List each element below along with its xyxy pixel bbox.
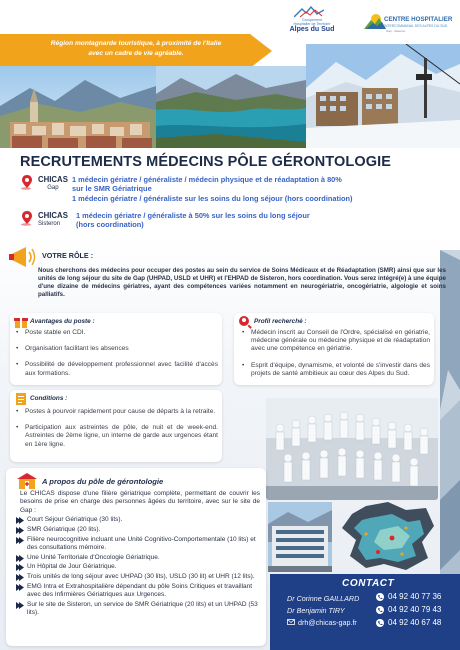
list-item-text: SMR Gériatrique (20 lits). [27, 525, 101, 533]
job-offer-sisteron [76, 212, 310, 229]
list-item [16, 563, 262, 571]
profil-heading: Profil recherché : [254, 318, 307, 325]
propos-list [16, 516, 262, 619]
job-site-gap [38, 176, 68, 192]
chicas-logo-name: CENTRE HOSPITALIER [384, 16, 453, 23]
conditions-list [16, 408, 218, 457]
photo-town [0, 66, 156, 148]
banner-line1: Région montagnarde touristique, à proximité de l'Italie [50, 40, 222, 47]
job-site-name: CHICAS [38, 211, 68, 220]
job-line: sur le SMR Gériatrique [72, 183, 152, 193]
list-item [16, 601, 262, 617]
job-line: 1 médecin gériatre / généraliste / médecin physique et de réadaptation à 80% [72, 175, 342, 184]
arrow-right-icon [16, 517, 24, 524]
list-item [16, 526, 262, 534]
propos-intro: Le CHICAS dispose d'une filière gériatrique complète, permettant de couvrir les besoins de prise en charge des personnes âgées du territoire, avec sur le site de Gap : [20, 490, 260, 514]
list-item [16, 573, 262, 581]
email-icon [287, 618, 295, 626]
phone-icon [376, 593, 384, 601]
mountain-logo-icon [294, 6, 324, 18]
list-item: • Médecin inscrit au Conseil de l'Ordre, spécialisé en gériatrie, médecine générale ou médecine physique et de réadaptation avec une compétence en gériatrie. [242, 329, 430, 354]
arrow-right-icon [16, 537, 24, 544]
gift-icon [14, 315, 28, 329]
hospital-photo [268, 502, 332, 572]
avantages-list [16, 329, 218, 386]
conditions-card [10, 390, 222, 462]
list-item: • Postes à pourvoir rapidement pour cause de départs à la retraite. [16, 408, 218, 416]
contact-email[interactable]: drh@chicas-gap.fr [298, 618, 357, 627]
ght-logo [272, 6, 352, 38]
list-item-text: Trois unités de long séjour avec UHPAD (30 lits), USLD (30 lit) et UHR (12 lits). [27, 573, 255, 581]
profil-card [234, 313, 434, 385]
phone-icon [376, 606, 384, 614]
list-item [16, 554, 262, 562]
arrow-right-icon [16, 584, 24, 591]
arrow-right-icon [16, 574, 24, 581]
contact-phone-1[interactable]: 04 92 40 77 36 [388, 592, 442, 601]
phone-icon [376, 619, 384, 627]
list-item-text: Un Hôpital de Jour Gériatrique. [27, 563, 117, 571]
job-line: (hors coordination) [76, 219, 144, 229]
contact-name-2: Dr Benjamin TIRY [287, 606, 345, 615]
job-site-sisteron [38, 212, 68, 228]
document-icon [14, 392, 28, 406]
list-item-text: Sur le site de Sisteron, un service de SMR Gériatrique (20 lits) et un UHPAD (53 lits). [27, 600, 258, 617]
avantages-heading: Avantages du poste : [30, 318, 95, 325]
arrow-right-icon [16, 555, 24, 562]
list-item: • Organisation facilitant les absences [16, 345, 218, 353]
list-item-text: Une Unité Territoriale d'Oncologie Gériatrique. [27, 553, 160, 561]
banner-line2: avec un cadre de vie agréable. [88, 50, 184, 57]
avantages-card [10, 313, 222, 385]
list-item-text: Court Séjour Gériatrique (30 lits). [27, 516, 123, 523]
arrow-right-icon [16, 602, 24, 609]
arrow-right-icon [16, 527, 24, 534]
job-line: 1 médecin gériatre / généraliste sur les soins du long séjour (hors coordination) [72, 194, 353, 204]
list-item [16, 583, 262, 599]
role-heading: VOTRE RÔLE : [42, 251, 94, 260]
job-line: 1 médecin gériatre / généraliste à 50% sur les soins du long séjour [76, 211, 310, 220]
list-item: • Poste stable en CDI. [16, 329, 218, 337]
list-item [16, 536, 262, 552]
profile-search-icon [238, 315, 252, 329]
chicas-logo-sub: INTERCOMMUNAL DES ALPES DU SUD [384, 24, 448, 28]
photo-lake [156, 66, 306, 148]
ght-logo-line2: Hospitalier de Territoire [293, 22, 331, 26]
team-photo [266, 398, 438, 500]
list-item-text: EMG Intra et Extrahospitalière dépendant du pôle Soins Critiques et travaillant avec des Infirmières Gériatriques aux Urgences. [27, 582, 253, 599]
megaphone-icon [8, 244, 38, 270]
contact-phone-3[interactable]: 04 92 40 67 48 [388, 618, 442, 627]
role-description: Nous cherchons des médecins pour occuper des postes au sein du service de Soins Médicaux et de Réadaptation (SMR) ainsi que sur les unités de long séjour du site de Gap (UHPAD, USLD et UHR) et l'EHPAD de Sisteron, hors coordination. Vous serez intégré(e) à une équipe d'une dizaine de médecins gériatres, ayant des compétences variées notamment en neurogériatrie, oncogériatrie, algologie et soins palliatifs. [38, 267, 446, 298]
propos-heading: A propos du pôle de gérontologie [42, 477, 164, 486]
map-pin-icon [20, 210, 34, 226]
arrow-right-icon [16, 564, 24, 571]
job-site-name: CHICAS [38, 175, 68, 184]
contact-name-1: Dr Corinne GAILLARD [287, 594, 360, 603]
list-item-text: Filière neurocognitive incluant une Unité Cognitivo-Comportementale (10 lits) et des consultations mémoire. [27, 535, 256, 551]
profil-list [242, 329, 430, 386]
chicas-logo [362, 10, 454, 38]
page-title: RECRUTEMENTS MÉDECINS PÔLE GÉRONTOLOGIE [20, 154, 391, 170]
list-item: • Possibilité de développement professionnel avec facilité d'accès aux formations. [16, 361, 218, 377]
chicas-logo-tiny: Gap - Sisteron [386, 29, 406, 33]
ght-logo-line3: Alpes du Sud [289, 26, 335, 33]
photo-ski-resort [306, 44, 460, 148]
list-item: • Participation aux astreintes de pôle, de nuit et de week-end. Astreintes de 2ème ligne, un interne de garde aux urgences étant en 1ère ligne. [16, 424, 218, 449]
map-pin-icon [20, 174, 34, 190]
contact-heading: CONTACT [342, 578, 395, 589]
contact-phone-2[interactable]: 04 92 40 79 43 [388, 605, 442, 614]
list-item: • Esprit d'équipe, dynamisme, et volonté de s'investir dans des projets de santé ambitieux au cœur des Alpes du Sud. [242, 362, 430, 378]
sun-mountain-logo-icon [364, 12, 386, 30]
job-site-location: Sisteron [38, 221, 61, 227]
hospital-building-icon [16, 472, 38, 490]
region-map [336, 498, 438, 574]
conditions-heading: Conditions : [30, 395, 68, 402]
job-offer-gap [72, 176, 353, 204]
list-item [16, 516, 262, 524]
ght-logo-line1: Groupement [302, 18, 322, 22]
job-site-location: Gap [47, 185, 59, 191]
